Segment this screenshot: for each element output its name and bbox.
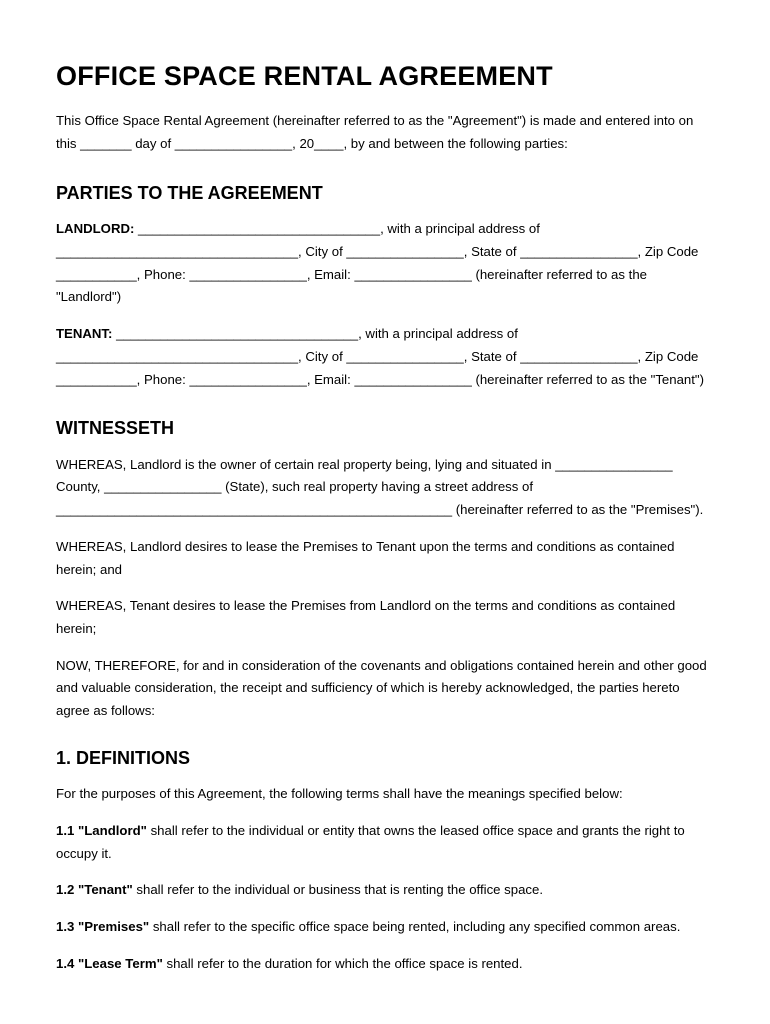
section-heading-parties: PARTIES TO THE AGREEMENT: [56, 182, 323, 203]
witnesseth-paragraph-3: WHEREAS, Tenant desires to lease the Premises from Landlord on the terms and conditions as contained herein;: [56, 598, 676, 636]
section-heading-witnesseth: WITNESSETH: [56, 418, 175, 439]
witnesseth-paragraph-1: WHEREAS, Landlord is the owner of certain real property being, lying and situated in ________________ County, ________________ (State), such real property having a street address of ______________________________________________________ (hereinafter referred to as the "Premises").: [56, 456, 704, 518]
definition-landlord-text: shall refer to the individual or entity that owns the leased office space and grants the right to occupy it.: [56, 822, 685, 861]
page-title: OFFICE SPACE RENTAL AGREEMENT: [56, 61, 553, 91]
definition-tenant: [56, 879, 714, 902]
party-tenant: [56, 323, 714, 391]
definition-premises: [56, 916, 714, 939]
definition-premises-term: 1.3 "Premises": [56, 919, 150, 935]
definitions-lead: For the purposes of this Agreement, the following terms shall have the meanings specified below:: [56, 786, 623, 802]
party-tenant-text: _________________________________, with a principal address of _________________________________, City of ________________, State of ________________, Zip Code ___________, Phone: ________________, Email: ________________ (hereinafter referred to as the "Tenant"): [56, 326, 704, 387]
party-landlord: [56, 218, 714, 309]
section-heading-definitions: 1. DEFINITIONS: [56, 747, 191, 768]
definition-landlord: [56, 820, 714, 865]
witnesseth-paragraph-4: NOW, THEREFORE, for and in consideration of the covenants and obligations contained herein and other good and valuable consideration, the receipt and sufficiency of which is hereby acknowledged, the parties hereto agree as follows:: [56, 657, 707, 719]
definition-lease-term: [56, 953, 714, 976]
definition-premises-text: shall refer to the specific office space being rented, including any specified common areas.: [149, 919, 681, 935]
definition-tenant-term: 1.2 "Tenant": [56, 882, 133, 898]
definition-lease-term-text: shall refer to the duration for which the office space is rented.: [162, 955, 523, 971]
party-tenant-label: TENANT:: [56, 326, 113, 342]
definition-lease-term-term: 1.4 "Lease Term": [56, 955, 163, 971]
definition-tenant-text: shall refer to the individual or business that is renting the office space.: [132, 882, 544, 898]
party-landlord-text: _________________________________, with a principal address of _________________________________, City of ________________, State of ________________, Zip Code ___________, Phone: ________________, Email: ________________ (hereinafter referred to as the "Landlord"): [56, 221, 699, 305]
definition-landlord-term: 1.1 "Landlord": [56, 822, 147, 838]
witnesseth-paragraph-2: WHEREAS, Landlord desires to lease the Premises to Tenant upon the terms and conditions as contained herein; and: [56, 538, 675, 577]
party-landlord-label: LANDLORD:: [56, 221, 135, 237]
intro-paragraph: This Office Space Rental Agreement (hereinafter referred to as the "Agreement") is made and entered into on this _______ day of ________________, 20____, by and between the following parties:: [56, 113, 694, 152]
